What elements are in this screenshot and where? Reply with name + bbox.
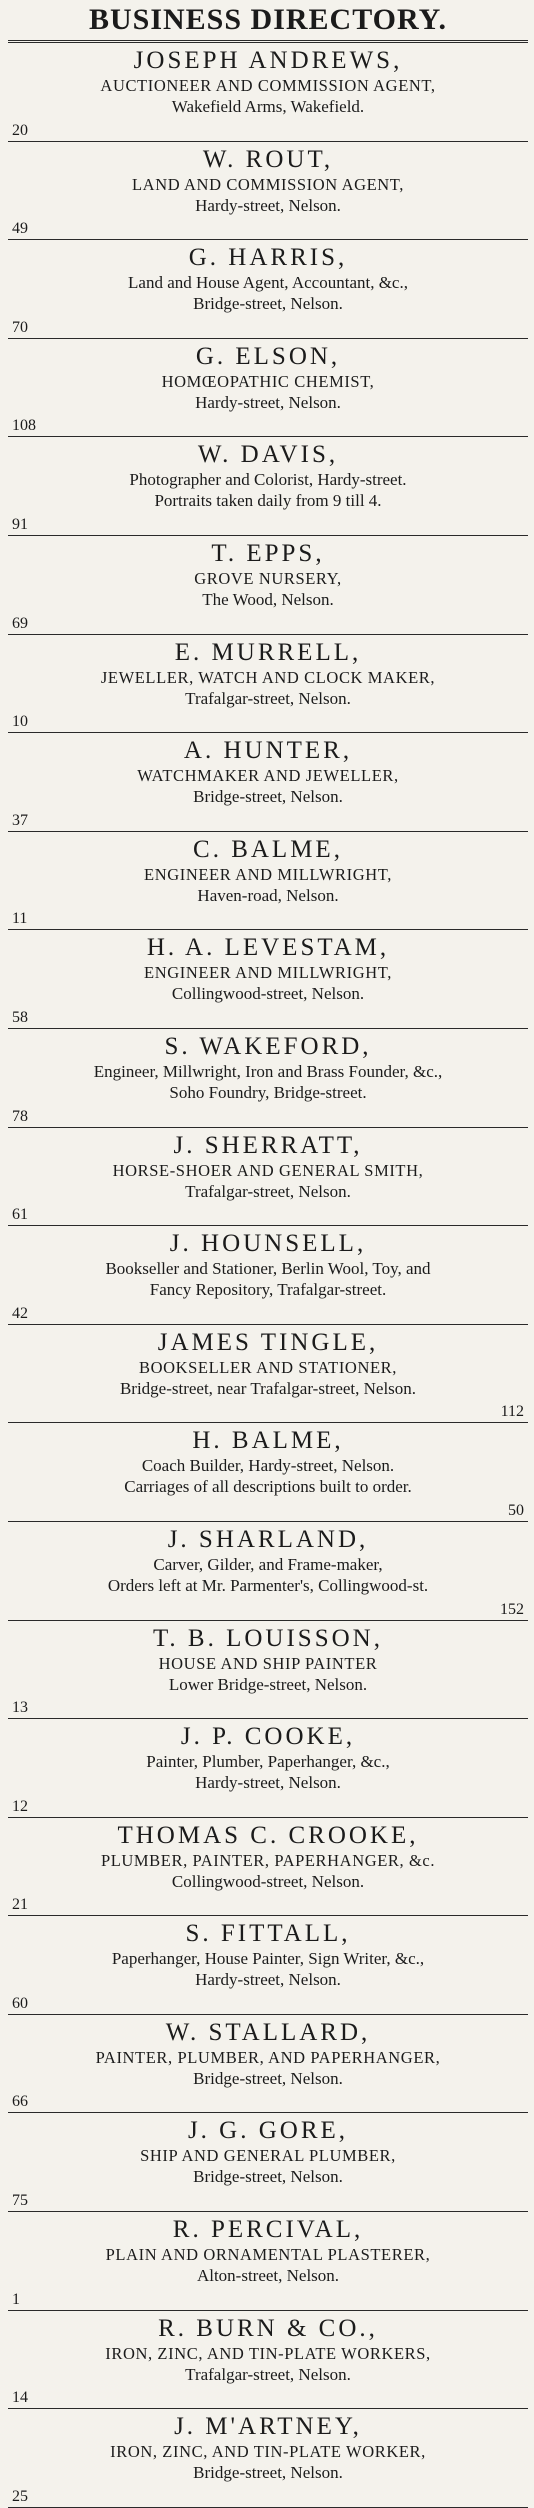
business-name: W. ROUT, — [202, 145, 334, 173]
business-name: S. FITTALL, — [185, 1920, 351, 1948]
business-name: R. BURN & CO., — [158, 2314, 378, 2342]
business-address: Trafalgar-street, Nelson. — [185, 2364, 351, 2384]
directory-entry — [8, 1522, 528, 1620]
business-name: T. EPPS, — [211, 539, 325, 567]
advert-number: 66 — [12, 2093, 28, 2111]
business-name: THOMAS C. CROOKE, — [117, 1821, 419, 1849]
directory-entry — [8, 2311, 528, 2409]
advert-number: 112 — [500, 1403, 524, 1421]
business-description: Bookseller and Stationer, Berlin Wool, Toy, and — [105, 1259, 431, 1279]
business-description: BOOKSELLER AND STATIONER, — [139, 1357, 397, 1377]
directory-entry — [8, 635, 528, 733]
directory-entry — [8, 1818, 528, 1916]
business-description: HORSE-SHOER AND GENERAL SMITH, — [112, 1160, 424, 1180]
advert-number: 50 — [508, 1501, 524, 1519]
directory-entry — [8, 930, 528, 1028]
directory-entry — [8, 1621, 528, 1719]
business-name: H. A. LEVESTAM, — [146, 934, 390, 962]
directory-entry — [8, 339, 528, 437]
advert-number: 1 — [12, 2290, 20, 2308]
business-description: Carver, Gilder, and Frame-maker, — [153, 1554, 383, 1574]
business-description: Land and House Agent, Accountant, &c., — [128, 273, 408, 293]
directory-entry — [8, 43, 528, 141]
business-description: Coach Builder, Hardy-street, Nelson. — [141, 1456, 395, 1476]
business-address: Bridge-street, Nelson. — [193, 2068, 343, 2088]
business-description: PLAIN AND ORNAMENTAL PLASTERER, — [105, 2245, 431, 2265]
business-address: Alton-street, Nelson. — [196, 2266, 340, 2286]
advert-number: 61 — [12, 1206, 28, 1224]
business-name: J. G. GORE, — [187, 2117, 349, 2145]
business-description: Painter, Plumber, Paperhanger, &c., — [146, 1752, 390, 1772]
business-address: Wakefield Arms, Wakefield. — [171, 97, 365, 116]
advert-number: 37 — [12, 811, 28, 829]
business-address: Portraits taken daily from 9 till 4. — [154, 491, 382, 511]
business-address: Trafalgar-street, Nelson. — [185, 1181, 351, 1201]
business-address: Hardy-street, Nelson. — [195, 1970, 341, 1990]
directory-entry — [8, 437, 528, 535]
directory-entry — [8, 2113, 528, 2211]
business-address: Soho Foundry, Bridge-street. — [169, 1082, 367, 1102]
directory-entry — [8, 1325, 528, 1423]
business-name: C. BALME, — [193, 835, 343, 863]
directory-entry — [8, 2015, 528, 2113]
advert-number: 20 — [12, 121, 28, 139]
business-name: W. DAVIS, — [197, 441, 339, 469]
business-name: JAMES TINGLE, — [157, 1328, 379, 1356]
business-description: Photographer and Colorist, Hardy-street. — [129, 470, 407, 490]
advert-number: 21 — [12, 1896, 28, 1914]
business-description: ENGINEER AND MILLWRIGHT, — [144, 864, 392, 884]
directory-entry — [8, 1916, 528, 2014]
business-description: IRON, ZINC, AND TIN-PLATE WORKERS, — [105, 2343, 431, 2363]
business-address: Trafalgar-street, Nelson. — [185, 688, 351, 708]
directory-entry — [8, 1423, 528, 1521]
advert-number: 14 — [12, 2389, 28, 2407]
business-description: Paperhanger, House Painter, Sign Writer, &c., — [111, 1949, 425, 1969]
advert-number: 13 — [12, 1699, 28, 1717]
business-address: Bridge-street, Nelson. — [193, 2167, 343, 2187]
advert-number: 25 — [12, 2487, 28, 2505]
business-address: Carriages of all descriptions built to order. — [124, 1477, 412, 1497]
business-name: E. MURRELL, — [174, 638, 362, 666]
directory-entry — [8, 832, 528, 930]
business-address: Bridge-street, near Trafalgar-street, Nelson. — [119, 1378, 417, 1398]
business-description: ENGINEER AND MILLWRIGHT, — [144, 963, 392, 983]
business-description: JEWELLER, WATCH AND CLOCK MAKER, — [100, 667, 436, 687]
business-address: Collingwood-street, Nelson. — [171, 1871, 365, 1891]
business-name: G. HARRIS, — [188, 244, 348, 272]
business-description: WATCHMAKER AND JEWELLER, — [137, 766, 399, 786]
advert-number: 60 — [12, 1994, 28, 2012]
business-name: H. BALME, — [192, 1427, 344, 1455]
directory-entry — [8, 1029, 528, 1127]
business-description: PAINTER, PLUMBER, AND PAPERHANGER, — [95, 2047, 441, 2067]
business-address: Hardy-street, Nelson. — [195, 1773, 341, 1793]
business-description: HOUSE AND SHIP PAINTER — [158, 1653, 378, 1673]
business-description: PLUMBER, PAINTER, PAPERHANGER, &c. — [100, 1850, 436, 1870]
business-description: GROVE NURSERY, — [194, 568, 342, 588]
advert-number: 78 — [12, 1107, 28, 1125]
business-name: J. SHERRATT, — [173, 1131, 363, 1159]
advert-number: 11 — [12, 910, 28, 928]
directory-entry — [8, 733, 528, 831]
advert-number: 75 — [12, 2192, 28, 2210]
directory-entries — [8, 43, 528, 2508]
business-address: The Wood, Nelson. — [202, 589, 334, 609]
advert-number: 152 — [500, 1600, 524, 1618]
business-name: R. PERCIVAL, — [172, 2216, 364, 2244]
directory-entry — [8, 536, 528, 634]
business-name: J. HOUNSELL, — [169, 1230, 367, 1258]
business-address: Hardy-street, Nelson. — [195, 392, 341, 412]
business-address: Hardy-street, Nelson. — [195, 195, 341, 215]
business-name: T. B. LOUISSON, — [153, 1624, 383, 1652]
directory-entry — [8, 2409, 528, 2507]
advert-number: 10 — [12, 713, 28, 731]
business-address: Bridge-street, Nelson. — [193, 2463, 343, 2483]
advert-number: 91 — [12, 515, 28, 533]
business-description: LAND AND COMMISSION AGENT, — [132, 174, 404, 194]
advert-number: 70 — [12, 318, 28, 336]
business-address: Orders left at Mr. Parmenter's, Collingwood-st. — [107, 1575, 429, 1595]
business-name: J. P. COOKE, — [180, 1723, 356, 1751]
directory-entry — [8, 1128, 528, 1226]
directory-entry — [8, 142, 528, 240]
directory-entry — [8, 1226, 528, 1324]
business-name: J. SHARLAND, — [167, 1525, 369, 1553]
directory-entry — [8, 240, 528, 338]
advert-number: 42 — [12, 1304, 28, 1322]
business-address: Bridge-street, Nelson. — [193, 787, 343, 807]
advert-number: 49 — [12, 220, 28, 238]
business-address: Bridge-street, Nelson. — [193, 294, 343, 314]
business-name: W. STALLARD, — [165, 2018, 371, 2046]
business-name: A. HUNTER, — [183, 737, 353, 765]
business-name: J. M'ARTNEY, — [174, 2413, 362, 2441]
business-address: Fancy Repository, Trafalgar-street. — [149, 1280, 387, 1300]
business-description: Engineer, Millwright, Iron and Brass Founder, &c., — [93, 1061, 443, 1081]
directory-entry — [8, 1719, 528, 1817]
business-name: S. WAKEFORD, — [164, 1032, 372, 1060]
business-description: AUCTIONEER AND COMMISSION AGENT, — [100, 76, 436, 95]
business-address: Collingwood-street, Nelson. — [171, 984, 365, 1004]
business-name: G. ELSON, — [195, 342, 341, 370]
advert-number: 108 — [12, 417, 36, 435]
advert-number: 69 — [12, 614, 28, 632]
business-description: SHIP AND GENERAL PLUMBER, — [140, 2146, 396, 2166]
directory-title: BUSINESS DIRECTORY. — [88, 3, 448, 36]
business-name: JOSEPH ANDREWS, — [133, 47, 403, 74]
business-address: Haven-road, Nelson. — [197, 885, 339, 905]
advert-number: 12 — [12, 1797, 28, 1815]
business-description: HOMŒOPATHIC CHEMIST, — [161, 371, 375, 391]
business-description: IRON, ZINC, AND TIN-PLATE WORKER, — [110, 2442, 426, 2462]
advert-number: 58 — [12, 1008, 28, 1026]
directory-entry — [8, 2212, 528, 2310]
business-address: Lower Bridge-street, Nelson. — [168, 1674, 368, 1694]
